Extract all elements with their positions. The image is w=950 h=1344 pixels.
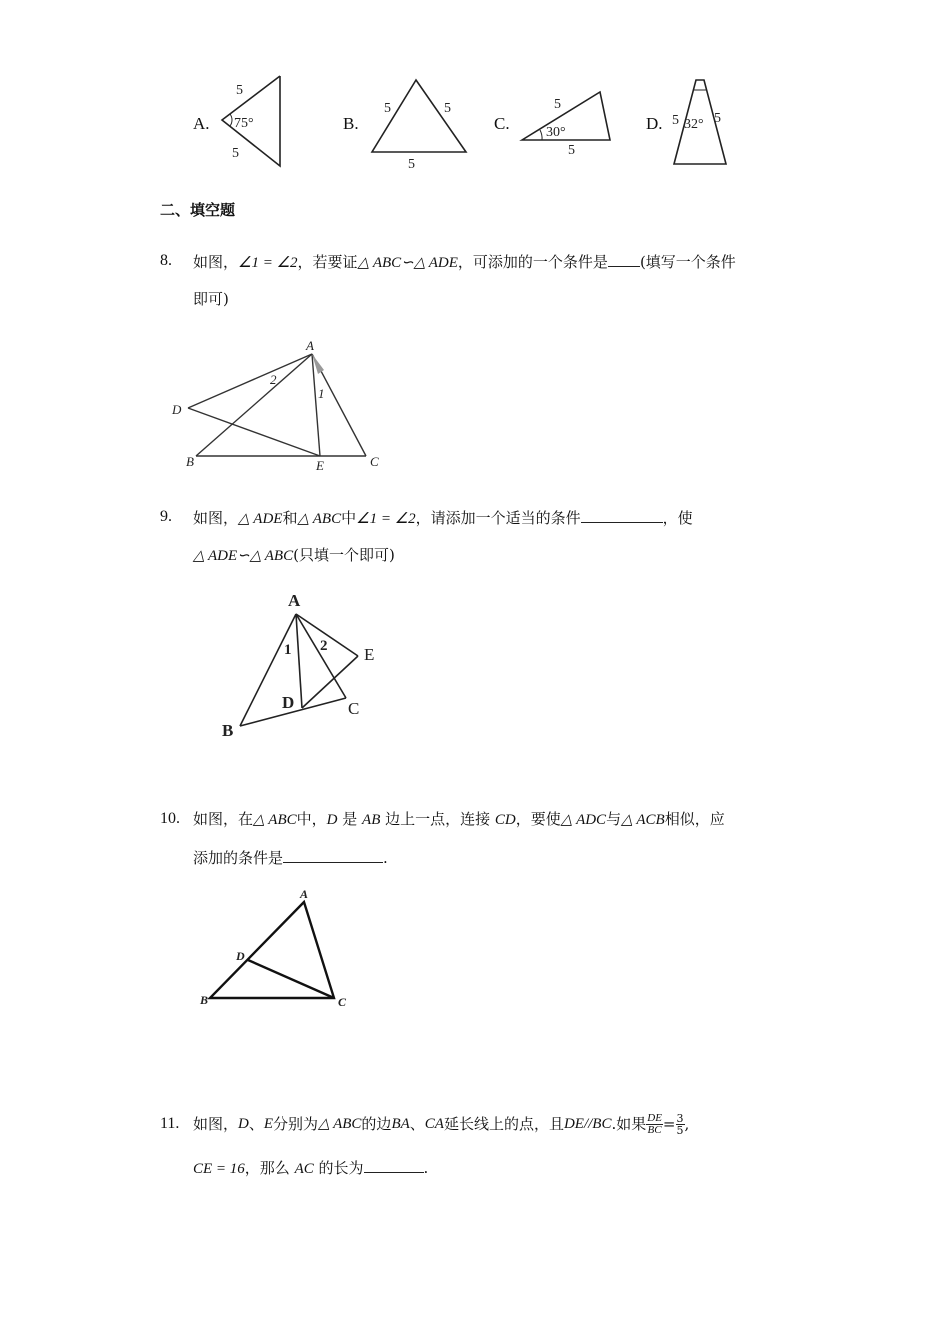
q10-point-c: C [338, 995, 347, 1009]
q9-point-a: A [288, 591, 301, 610]
option-a-label: A. [193, 114, 210, 133]
q8-point-c: C [370, 454, 379, 469]
q8-angle-1: 1 [318, 386, 325, 401]
q8-figure [166, 334, 396, 478]
option-a-side2: 5 [232, 146, 239, 161]
q9-figure [216, 586, 386, 742]
q10-figure [196, 884, 366, 1014]
option-b-side3: 5 [408, 157, 415, 172]
section-title: 二、填空题 [160, 201, 236, 219]
q9-angle-2: 2 [320, 638, 328, 654]
option-a-angle: 75° [234, 116, 254, 131]
q8-line1: 如图，∠1 = ∠2，若要证△ ABC∽△ ADE，可添加的一个条件是 (填写一个条件 [193, 253, 736, 271]
q10-number: 10. [160, 810, 180, 827]
option-d-angle: 32° [684, 117, 704, 132]
q8-point-a: A [306, 338, 314, 353]
q8-point-d: D [172, 402, 182, 417]
q10-line1: 如图，在△ ABC中，D 是 AB 边上一点，连接 CD，要使△ ADC与△ ACB相似，应 [193, 810, 725, 828]
option-d-label: D. [646, 114, 663, 133]
option-b-label: B. [343, 114, 359, 133]
option-c-side1: 5 [554, 97, 561, 112]
q11-fraction-3-5: $\frac{3}{5}$ [676, 1111, 684, 1137]
q11-answer-blank[interactable] [364, 1158, 424, 1173]
q10-line2: 添加的条件是 . [193, 849, 388, 867]
option-b-triangle-figure [366, 74, 476, 174]
option-d-side2: 5 [714, 111, 721, 126]
option-c-angle: 30° [546, 125, 566, 140]
option-d-triangle-figure [668, 76, 732, 168]
q11-line1: 如图， D 、 E 分别为 △ ABC 的边 BA 、 CA 延长线上的点，且 DE//BC .如果 $\frac{DE}{BC}$ = $\frac{3}{5}$ , [193, 1111, 690, 1137]
option-d-side1: 5 [672, 113, 679, 128]
q10-answer-blank[interactable] [283, 848, 383, 863]
q8-angle-2: 2 [270, 372, 277, 387]
q8-point-e: E [316, 458, 324, 473]
option-c-label: C. [494, 114, 510, 133]
q9-point-d: D [282, 693, 295, 712]
q8-point-b: B [186, 454, 194, 469]
q9-point-e: E [364, 645, 375, 664]
q9-answer-blank[interactable] [581, 508, 663, 523]
q8-line2: 即可) [193, 290, 229, 308]
q10-point-d: D [236, 949, 245, 963]
q9-line2: △ ADE∽△ ABC(只填一个即可) [193, 546, 395, 564]
q10-point-a: A [300, 887, 309, 901]
option-b-side2: 5 [444, 101, 451, 116]
q9-number: 9. [160, 508, 172, 525]
q9-line1: 如图，△ ADE和△ ABC中∠1 = ∠2，请添加一个适当的条件 ，使 [193, 509, 693, 527]
q8-answer-blank[interactable] [608, 252, 640, 267]
option-c-triangle-figure [518, 86, 618, 158]
q11-number: 11. [160, 1115, 180, 1132]
q11-fraction-de-bc: $\frac{DE}{BC}$ [647, 1111, 662, 1136]
q10-point-b: B [200, 993, 209, 1007]
option-a-triangle-figure [218, 72, 288, 172]
q8-number: 8. [160, 252, 172, 269]
q9-angle-1: 1 [284, 642, 292, 658]
q9-point-c: C [348, 699, 360, 718]
option-a-side1: 5 [236, 83, 243, 98]
q9-point-b: B [222, 721, 234, 740]
q11-line2: CE = 16，那么 AC 的长为 . [193, 1159, 429, 1177]
option-c-side2: 5 [568, 143, 575, 158]
option-b-side1: 5 [384, 101, 391, 116]
